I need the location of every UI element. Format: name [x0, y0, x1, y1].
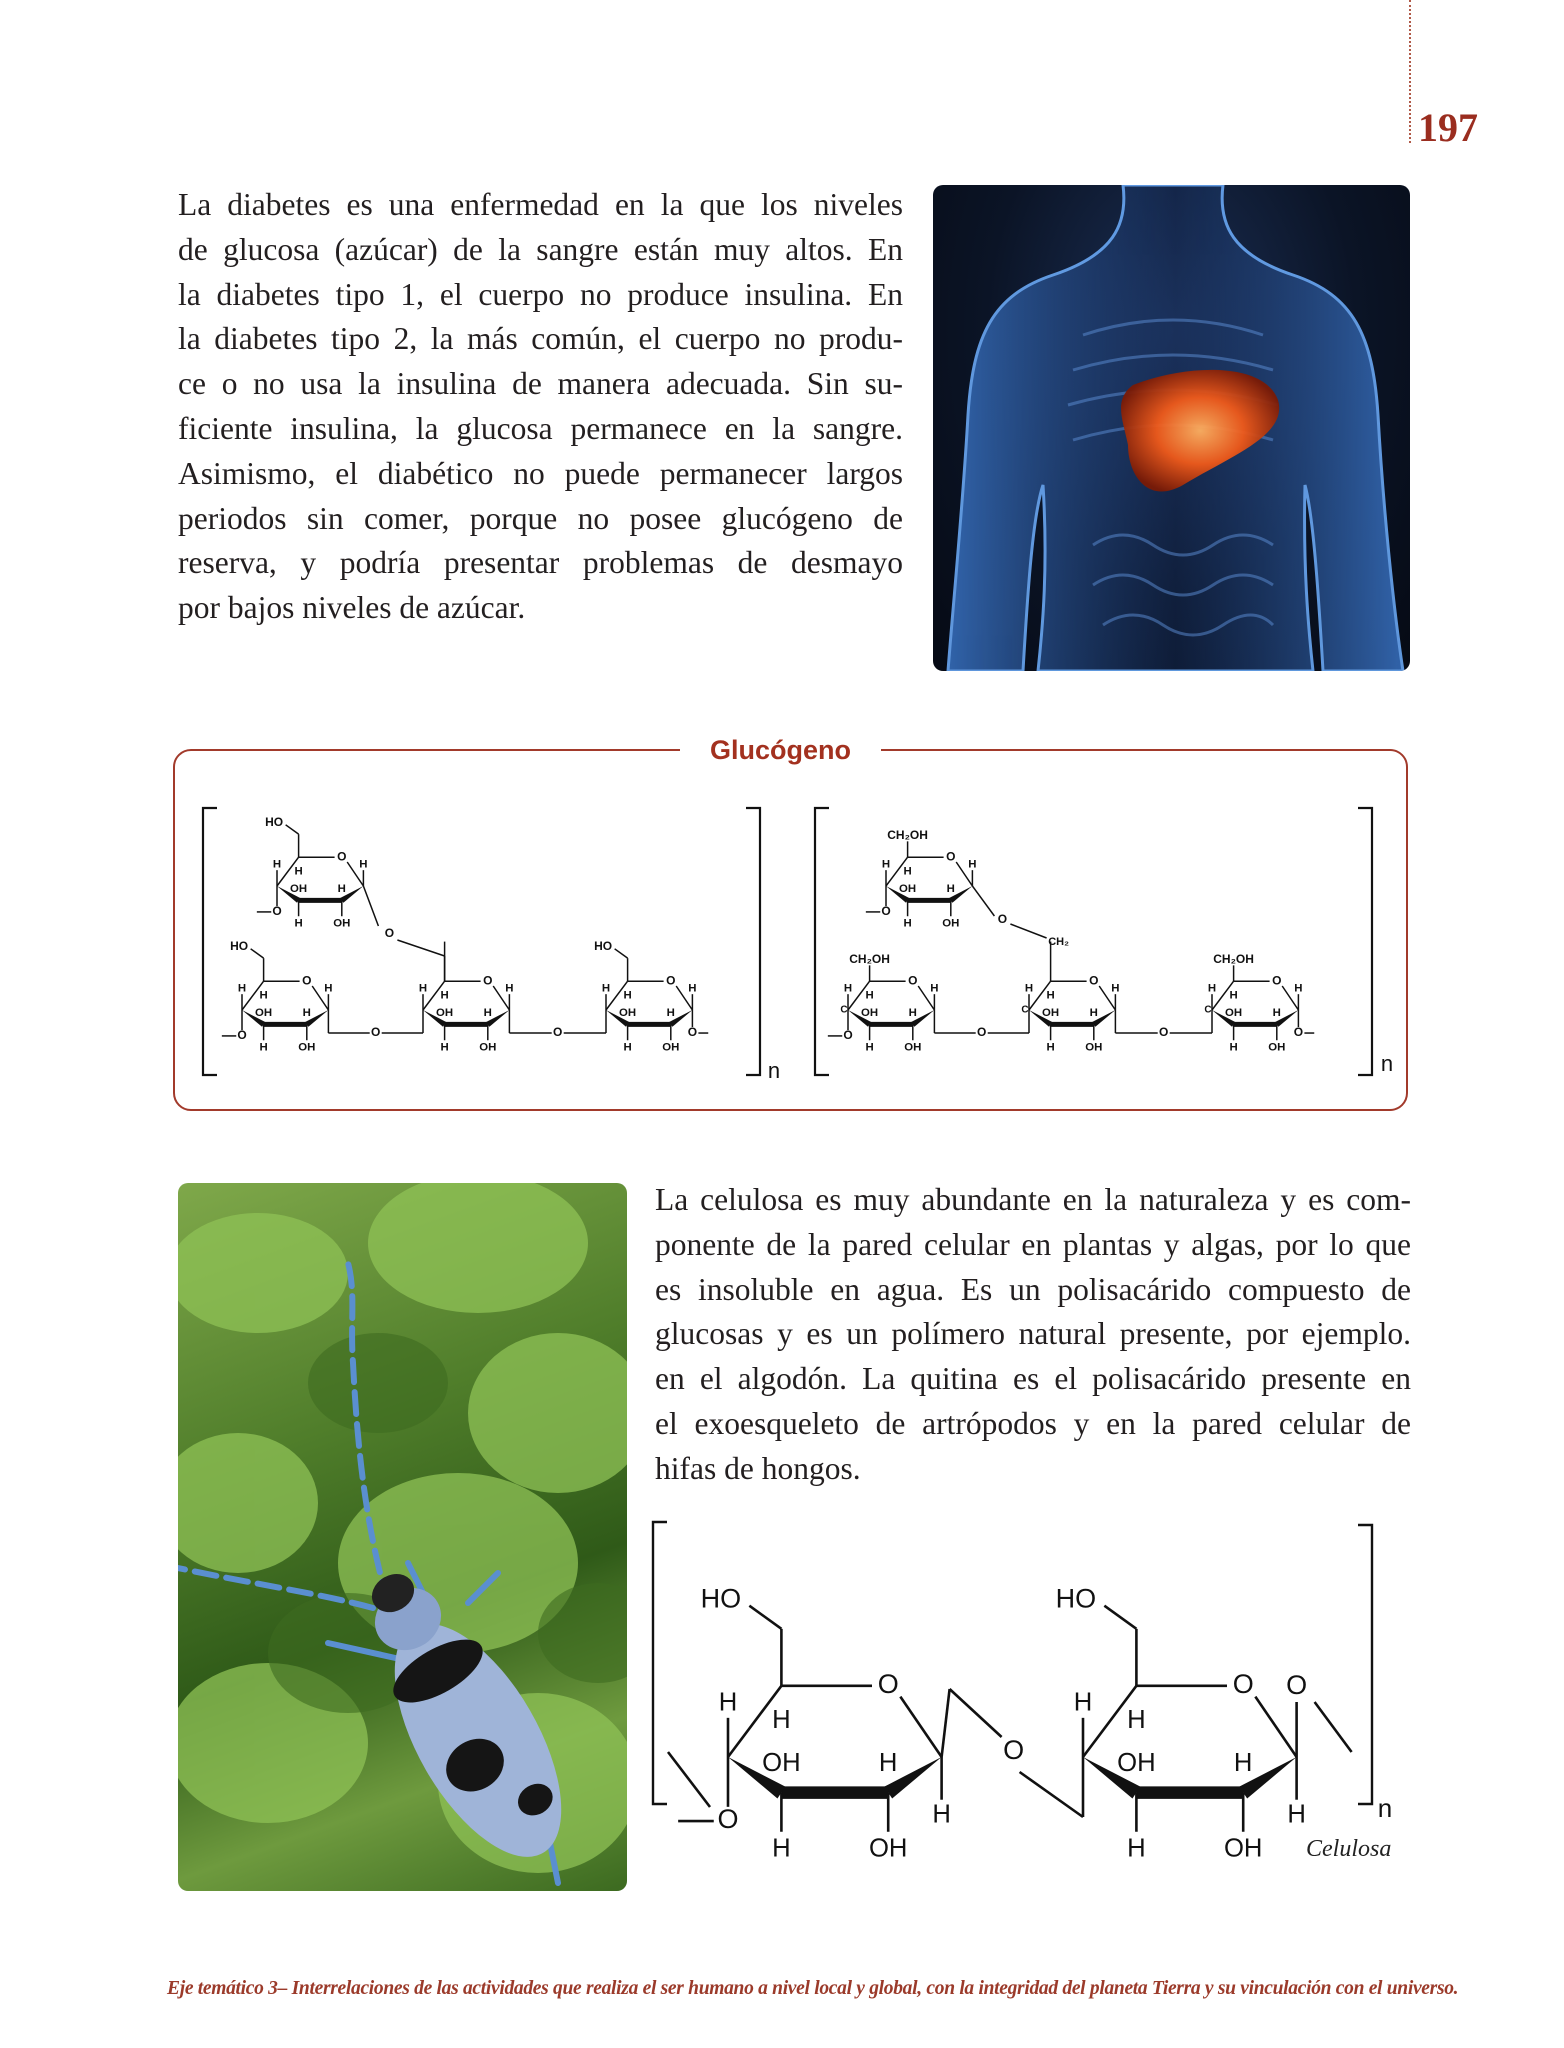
- atom-label: CH₂OH: [849, 951, 890, 966]
- atom-label: H: [505, 982, 514, 995]
- cellulose-paragraph-line: hifas de hongos.: [655, 1450, 861, 1486]
- bond: [1315, 1702, 1352, 1752]
- footer-axis-text: Eje temático 3– Interrelaciones de las actividades que realiza el ser humano a nivel local y global, con la integridad del planeta Tierra y su vinculación con el universo.: [167, 1978, 1459, 1999]
- atom-label: O: [1286, 1670, 1308, 1701]
- atom-label: H: [601, 982, 611, 995]
- atom-label: O: [877, 1668, 899, 1699]
- atom-label: CH₂OH: [1213, 951, 1254, 966]
- atom-label: H: [1073, 1688, 1093, 1717]
- atom-label: HO: [1055, 1583, 1097, 1614]
- bond: [1020, 1772, 1083, 1817]
- atom-label: OH: [1117, 1748, 1156, 1777]
- atom-label: H: [946, 882, 955, 895]
- atom-label: H: [772, 1706, 791, 1735]
- atom-label: O: [384, 926, 395, 941]
- atom-label: H: [623, 989, 632, 1002]
- atom-label: H: [259, 989, 268, 1002]
- atom-label: H: [418, 982, 428, 995]
- atom-label: H: [359, 858, 368, 871]
- bond: [942, 1689, 950, 1757]
- diabetes-paragraph-line: la diabetes tipo 2, la más común, el cuerpo no produ-: [178, 321, 903, 357]
- atom-label: H: [1233, 1748, 1253, 1777]
- atom-label: CH₂: [1048, 935, 1069, 948]
- diabetes-paragraph-line: por bajos niveles de azúcar.: [178, 590, 526, 626]
- atom-label: H: [483, 1006, 492, 1019]
- atom-label: O: [483, 973, 493, 988]
- diabetes-paragraph-line: ce o no usa la insulina de manera adecuada. Sin su-: [178, 366, 903, 402]
- atom-label: OH: [762, 1748, 801, 1777]
- atom-label: HO: [265, 814, 284, 829]
- atom-label: C: [840, 1004, 848, 1016]
- atom-label: H: [968, 858, 977, 871]
- cellulose-paragraph-line: La celulosa es muy abundante en la naturaleza y es com-: [655, 1182, 1411, 1217]
- bond: [950, 1689, 1002, 1737]
- atom-label: H: [878, 1748, 898, 1777]
- atom-label: H: [903, 917, 912, 930]
- atom-label: O: [666, 973, 676, 988]
- atom-label: H: [302, 1006, 311, 1019]
- bond: [1255, 1697, 1296, 1757]
- atom-label: H: [272, 858, 282, 871]
- atom-label: H: [1089, 1006, 1098, 1019]
- atom-label: H: [1111, 982, 1120, 995]
- atom-label: OH: [861, 1006, 879, 1019]
- bond: [1104, 1606, 1136, 1629]
- atom-label: H: [294, 917, 303, 930]
- atom-label: C: [1021, 1004, 1029, 1016]
- atom-label: n: [767, 1057, 781, 1083]
- atom-label: H: [1046, 1041, 1055, 1054]
- atom-label: OH: [619, 1006, 637, 1019]
- atom-label: OH: [333, 917, 351, 930]
- atom-label: H: [1294, 982, 1303, 995]
- atom-label: H: [237, 982, 247, 995]
- right-bracket: [1358, 1525, 1372, 1804]
- atom-label: O: [717, 1804, 739, 1835]
- cellulose-paragraph-line: glucosas y es un polímero natural presente, por ejemplo.: [655, 1316, 1411, 1352]
- atom-label: OH: [479, 1041, 497, 1054]
- atom-label: O: [337, 849, 347, 864]
- atom-label: H: [324, 982, 333, 995]
- atom-label: H: [623, 1041, 632, 1054]
- atom-label: H: [440, 1041, 449, 1054]
- atom-label: O: [881, 904, 891, 919]
- atom-label: O: [1003, 1735, 1025, 1766]
- atom-label: OH: [1268, 1041, 1286, 1054]
- atom-label: H: [865, 989, 874, 1002]
- diabetes-paragraph-line: de glucosa (azúcar) de la sangre están muy altos. En: [178, 231, 903, 267]
- atom-label: H: [1229, 1041, 1238, 1054]
- atom-label: OH: [942, 917, 960, 930]
- atom-label: CH₂OH: [887, 827, 928, 842]
- cellulose-paragraph-line: ponente de la pared celular en plantas y algas, por lo que: [655, 1226, 1411, 1262]
- atom-label: O: [1232, 1668, 1254, 1699]
- atom-label: n: [1380, 1050, 1394, 1076]
- atom-label: H: [1046, 989, 1055, 1002]
- atom-label: O: [237, 1028, 247, 1043]
- atom-label: H: [688, 982, 697, 995]
- cellulose-paragraph-line: es insoluble en agua. Es un polisacárido compuesto de: [655, 1271, 1411, 1307]
- atom-label: O: [371, 1025, 381, 1040]
- atom-label: O: [302, 973, 312, 988]
- atom-label: OH: [868, 1834, 908, 1863]
- atom-label: H: [1024, 982, 1034, 995]
- cellulose-paragraph-line: en el algodón. La quitina es el polisacárido presente en: [655, 1361, 1411, 1397]
- atom-label: H: [1229, 989, 1238, 1002]
- atom-label: H: [718, 1688, 738, 1717]
- diabetes-paragraph-line: La diabetes es una enfermedad en la que los niveles: [178, 187, 903, 222]
- atom-label: O: [553, 1025, 563, 1040]
- atom-label: O: [1159, 1025, 1169, 1040]
- atom-label: H: [772, 1834, 791, 1863]
- page-number: 197: [1418, 105, 1478, 150]
- atom-label: O: [946, 849, 956, 864]
- atom-label: H: [865, 1041, 874, 1054]
- atom-label: HO: [230, 938, 249, 953]
- atom-label: OH: [255, 1006, 273, 1019]
- atom-label: H: [1127, 1706, 1146, 1735]
- atom-label: OH: [904, 1041, 922, 1054]
- bond: [668, 1752, 710, 1807]
- diabetes-paragraph-line: la diabetes tipo 1, el cuerpo no produce insulina. En: [178, 276, 903, 312]
- atom-label: O: [843, 1028, 853, 1043]
- atom-label: O: [977, 1025, 987, 1040]
- atom-label: H: [843, 982, 853, 995]
- atom-label: H: [1272, 1006, 1281, 1019]
- atom-label: C: [1204, 1004, 1212, 1016]
- diabetes-paragraph-line: ficiente insulina, la glucosa permanece en la sangre.: [178, 410, 903, 446]
- atom-label: OH: [290, 882, 308, 895]
- atom-label: OH: [436, 1006, 454, 1019]
- atom-label: OH: [1225, 1006, 1243, 1019]
- cellulose-paragraph-line: el exoesqueleto de artrópodos y en la pared celular de: [655, 1405, 1411, 1441]
- atom-label: OH: [1042, 1006, 1060, 1019]
- atom-label: OH: [1223, 1834, 1263, 1863]
- atom-label: HO: [594, 938, 613, 953]
- atom-label: H: [932, 1800, 951, 1829]
- atom-label: H: [908, 1006, 917, 1019]
- atom-label: H: [259, 1041, 268, 1054]
- atom-label: H: [337, 882, 346, 895]
- atom-label: OH: [298, 1041, 316, 1054]
- bond: [749, 1606, 781, 1629]
- atom-label: O: [1293, 1025, 1304, 1040]
- atom-label: HO: [700, 1583, 742, 1614]
- atom-label: OH: [899, 882, 917, 895]
- atom-label: H: [930, 982, 939, 995]
- atom-label: O: [997, 912, 1008, 927]
- atom-label: O: [1089, 973, 1099, 988]
- diabetes-paragraph-line: Asimismo, el diabético no puede permanecer largos: [178, 455, 903, 491]
- atom-label: OH: [662, 1041, 680, 1054]
- atom-label: O: [1272, 973, 1282, 988]
- atom-label: O: [908, 973, 918, 988]
- diabetes-paragraph-line: periodos sin comer, porque no posee glucógeno de: [178, 500, 903, 536]
- atom-label: H: [294, 865, 303, 878]
- atom-label: H: [1207, 982, 1217, 995]
- atom-label: n: [1377, 1792, 1393, 1823]
- left-bracket: [653, 1522, 667, 1804]
- atom-label: H: [1287, 1800, 1306, 1829]
- atom-label: H: [1127, 1834, 1146, 1863]
- glycogen-title: Glucógeno: [680, 730, 881, 770]
- diabetes-paragraph-line: reserva, y podría presentar problemas de desmayo: [178, 545, 903, 581]
- atom-label: H: [903, 865, 912, 878]
- atom-label: H: [666, 1006, 675, 1019]
- cellulose-caption: Celulosa: [1306, 1836, 1392, 1862]
- atom-label: O: [687, 1025, 698, 1040]
- bond: [900, 1697, 941, 1757]
- atom-label: H: [881, 858, 891, 871]
- atom-label: O: [272, 904, 282, 919]
- atom-label: H: [440, 989, 449, 1002]
- atom-label: OH: [1085, 1041, 1103, 1054]
